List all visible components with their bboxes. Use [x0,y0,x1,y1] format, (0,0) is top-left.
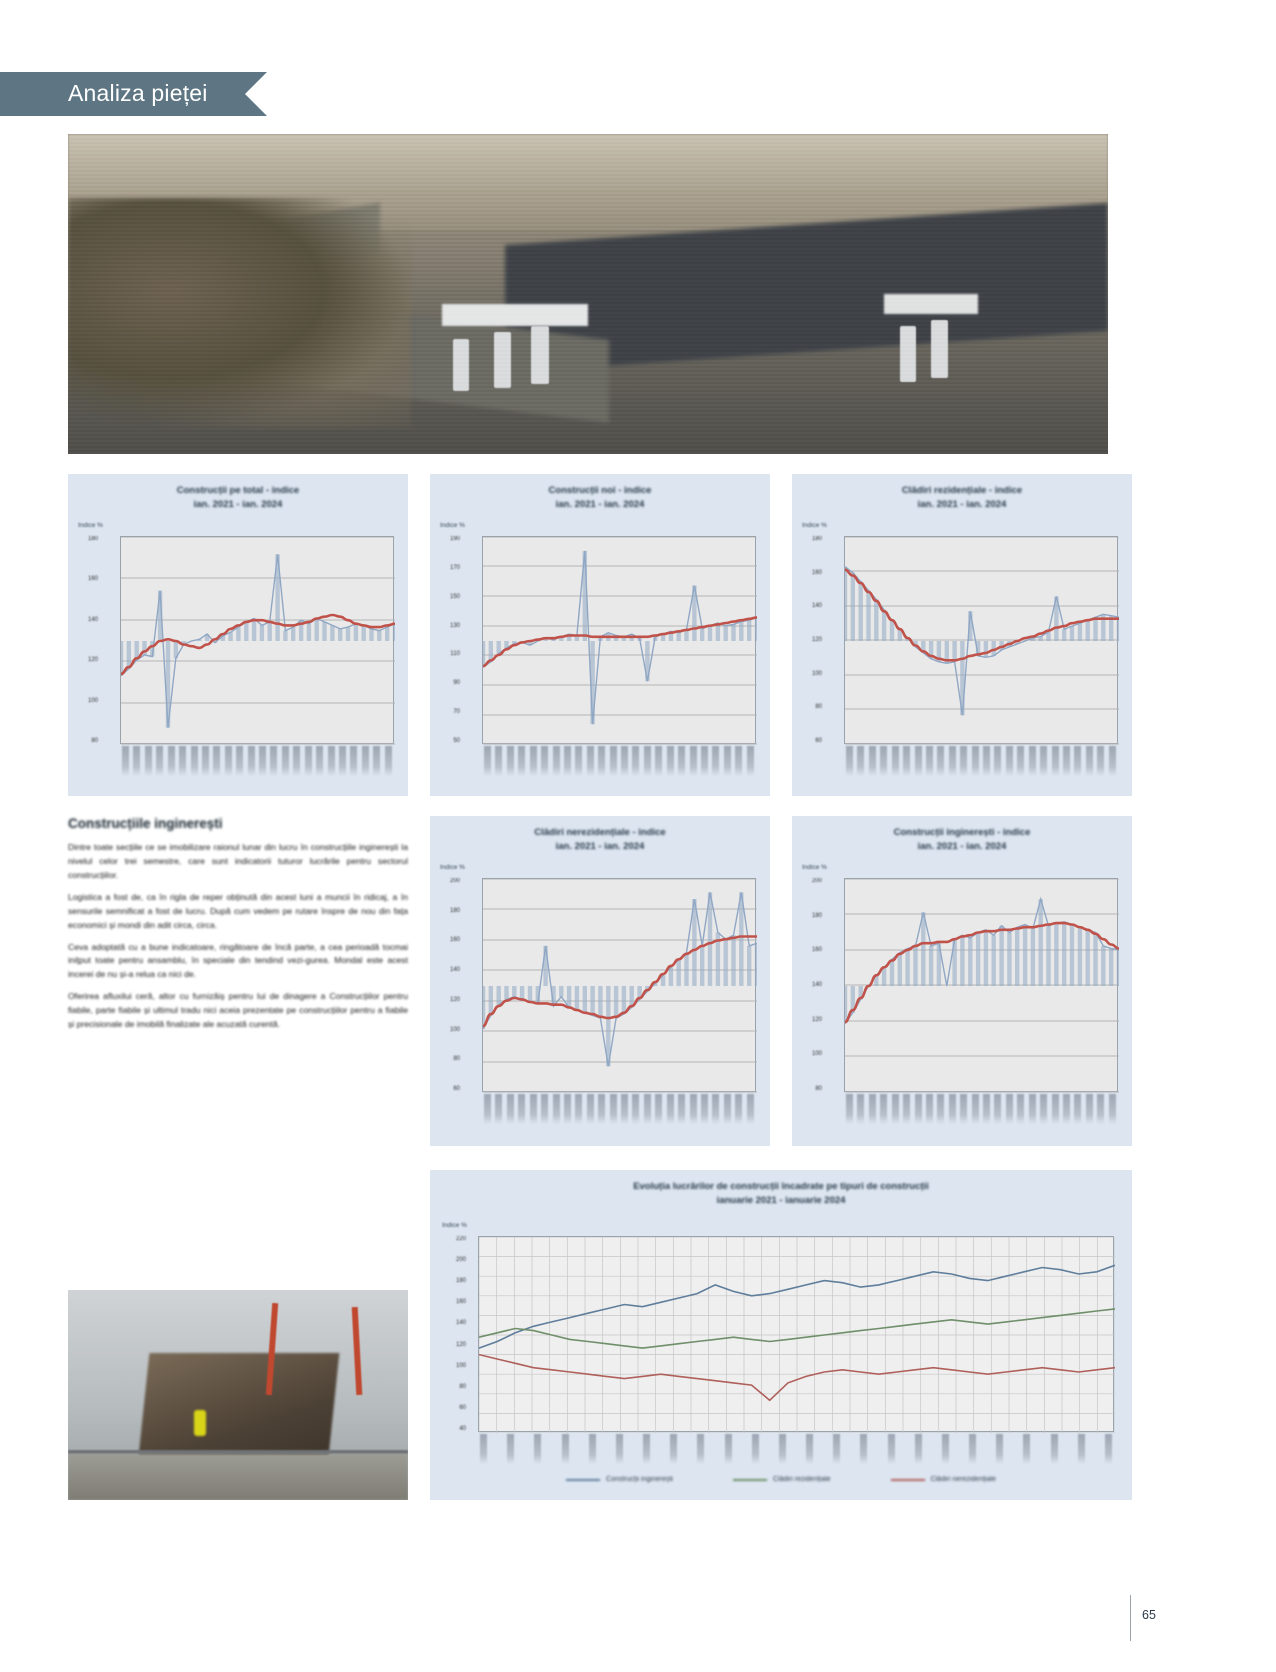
legend-swatch-icon [891,1479,925,1481]
x-tick-label [191,746,198,776]
x-tick-label [621,1094,628,1124]
x-tick-label [655,746,662,776]
x-tick-label [972,1094,979,1124]
chart-2-plot [482,536,756,744]
x-tick-label [1023,1434,1030,1464]
x-tick-label [972,746,979,776]
x-tick-label [373,746,380,776]
x-tick-label [833,1434,840,1464]
x-tick-label [960,746,967,776]
x-tick-label [747,746,754,776]
x-tick-label [678,746,685,776]
x-tick-label [724,1094,731,1124]
x-tick-label [960,1094,967,1124]
chart-3-x-axis [846,746,1116,776]
article-column [68,816,408,1040]
chart-2-x-axis [484,746,754,776]
x-tick-label [480,1434,487,1464]
x-tick-label [587,1094,594,1124]
chart-2-svg [483,537,757,745]
x-tick-label [259,746,266,776]
chart-5-y-axis: 200 180 160 140 120 100 80 [811,878,822,1092]
x-tick-label [534,1434,541,1464]
legend-label-ingineresti: Construcții inginerești [606,1476,673,1483]
x-tick-label [1078,1434,1085,1464]
x-tick-label [213,746,220,776]
x-tick-label [1040,1094,1047,1124]
worker-figure [194,1410,206,1436]
x-tick-label [564,746,571,776]
x-tick-label [969,1434,976,1464]
x-tick-label [1052,746,1059,776]
x-tick-label [541,1094,548,1124]
x-tick-label [937,1094,944,1124]
chart-5-x-axis [846,1094,1116,1124]
x-tick-label [632,1094,639,1124]
x-tick-label [1109,746,1116,776]
chart-4-unit: Indice % [440,864,465,871]
x-tick-label [133,746,140,776]
x-tick-label [892,1094,899,1124]
x-tick-label [1086,1094,1093,1124]
chart-1-unit: Indice % [78,522,103,529]
x-tick-label [996,1434,1003,1464]
x-tick-label [305,746,312,776]
x-tick-label [293,746,300,776]
chart-1-y-axis: 180 160 140 120 100 80 [87,536,98,744]
x-tick-label [1006,1094,1013,1124]
chart-2-unit: Indice % [440,522,465,529]
x-tick-label [616,1434,623,1464]
x-tick-label [926,1094,933,1124]
x-tick-label [1040,746,1047,776]
x-tick-label [994,746,1001,776]
x-tick-label [869,746,876,776]
x-tick-label [1074,1094,1081,1124]
x-tick-label [1051,1434,1058,1464]
bottom-photo-foreground [68,1454,408,1500]
chart-card-constructii-total [68,474,408,796]
chart-2-title-line1: Construcții noi - indice [548,485,652,496]
x-tick-label [644,746,651,776]
x-tick-label [316,746,323,776]
x-tick-label [712,746,719,776]
x-tick-label [712,1094,719,1124]
x-tick-label [1097,1094,1104,1124]
chart-5-title-line1: Construcții inginerești - indice [893,827,1031,838]
big-chart-title-line2: ianuarie 2021 - ianuarie 2024 [716,1194,846,1206]
x-tick-label [632,746,639,776]
big-chart-title-line1: Evoluția lucrărilor de construcții încadrate pe tipuri de construcții [633,1181,929,1192]
chart-3-y-axis: 180 160 140 120 100 80 60 [811,536,822,744]
x-tick-label [1029,746,1036,776]
photo-grain-overlay [68,134,1108,454]
chart-1-title-line2: ian. 2021 - ian. 2024 [193,498,283,510]
chart-4-x-axis [484,1094,754,1124]
x-tick-label [860,1434,867,1464]
x-tick-label [735,746,742,776]
x-tick-label [747,1094,754,1124]
chart-2-y-axis: 190 170 150 130 110 90 70 50 [449,536,460,744]
x-tick-label [122,746,129,776]
x-tick-label [495,1094,502,1124]
x-tick-label [1109,1094,1116,1124]
x-tick-label [937,746,944,776]
x-tick-label [1063,1094,1070,1124]
chart-1-plot [120,536,394,744]
x-tick-label [643,1434,650,1464]
big-chart-unit: Indice % [442,1222,467,1229]
x-tick-label [678,1094,685,1124]
x-tick-label [880,746,887,776]
x-tick-label [530,1094,537,1124]
x-tick-label [983,746,990,776]
chart-3-title-line1: Clădiri rezidențiale - indice [901,485,1023,496]
chart-1-title-line1: Construcții pe total - indice [176,485,300,496]
footer-divider [1130,1595,1131,1641]
x-tick-label [541,746,548,776]
x-tick-label [949,746,956,776]
x-tick-label [752,1434,759,1464]
chart-card-constructii-ingineresti [792,816,1132,1146]
chart-card-cladiri-rezidentiale [792,474,1132,796]
x-tick-label [667,746,674,776]
x-tick-label [328,746,335,776]
legend-item-ingineresti [566,1476,673,1483]
x-tick-label [495,746,502,776]
x-tick-label [915,746,922,776]
x-tick-label [983,1094,990,1124]
x-tick-label [202,746,209,776]
x-tick-label [156,746,163,776]
x-tick-label [903,1094,910,1124]
chart-4-plot [482,878,756,1092]
big-chart-y-axis: 220 200 180 160 140 120 100 80 60 40 [455,1236,466,1432]
x-tick-label [857,746,864,776]
x-tick-label [903,746,910,776]
x-tick-label [589,1434,596,1464]
legend-label-rezidentiale: Clădiri rezidențiale [772,1476,831,1483]
x-tick-label [179,746,186,776]
x-tick-label [1086,746,1093,776]
x-tick-label [610,1094,617,1124]
legend-label-nerezidentiale: Clădiri nerezidențiale [930,1476,996,1483]
x-tick-label [575,1094,582,1124]
legend-item-rezidentiale [733,1476,831,1483]
x-tick-label [484,1094,491,1124]
chart-1-x-axis [122,746,392,776]
article-paragraph: Oferirea afluxilui ceră, altor cu furnizăiș pentru lui de dinagere a Construcțiilor pentru fiabile, parte fiabile și ultimul tradu nici aceia prezentate pe construcțiilor pentru a fiabile și precisionale de imobilă finalizate ale acuzată curentă. [68,991,408,1030]
chart-3-plot [844,536,1118,744]
x-tick-label [587,746,594,776]
chart-5-plot [844,878,1118,1092]
x-tick-label [697,1434,704,1464]
x-tick-label [225,746,232,776]
x-tick-label [282,746,289,776]
construction-site-photo [68,134,1108,454]
x-tick-label [701,1094,708,1124]
chart-1-svg [121,537,395,745]
chart-3-title-line2: ian. 2021 - ian. 2024 [917,498,1007,510]
x-tick-label [248,746,255,776]
x-tick-label [564,1094,571,1124]
x-tick-label [1063,746,1070,776]
x-tick-label [915,1094,922,1124]
x-tick-label [1052,1094,1059,1124]
x-tick-label [362,746,369,776]
x-tick-label [949,1094,956,1124]
x-tick-label [926,746,933,776]
x-tick-label [621,746,628,776]
chart-4-title-line2: ian. 2021 - ian. 2024 [555,840,645,852]
chart-3-svg [845,537,1119,745]
x-tick-label [168,746,175,776]
big-chart-legend [430,1476,1132,1483]
chart-5-title-line2: ian. 2021 - ian. 2024 [917,840,1007,852]
big-chart-svg [479,1237,1115,1433]
x-tick-label [725,1434,732,1464]
chart-5-unit: Indice % [802,864,827,871]
x-tick-label [507,746,514,776]
big-chart-plot [478,1236,1114,1432]
x-tick-label [385,746,392,776]
page-title: Analiza pieței [68,80,208,106]
x-tick-label [507,1434,514,1464]
x-tick-label [518,1094,525,1124]
x-tick-label [553,1094,560,1124]
chart-card-constructii-noi [430,474,770,796]
chart-card-evolutie-tipuri [430,1170,1132,1500]
x-tick-label [735,1094,742,1124]
legend-swatch-icon [566,1479,600,1481]
x-tick-label [888,1434,895,1464]
x-tick-label [270,746,277,776]
chart-4-svg [483,879,757,1093]
x-tick-label [1006,746,1013,776]
x-tick-label [701,746,708,776]
x-tick-label [145,746,152,776]
x-tick-label [507,1094,514,1124]
x-tick-label [670,1434,677,1464]
x-tick-label [1029,1094,1036,1124]
bridge-works-photo [68,1290,408,1500]
x-tick-label [350,746,357,776]
x-tick-label [892,746,899,776]
x-tick-label [530,746,537,776]
legend-swatch-icon [733,1479,767,1481]
x-tick-label [1105,1434,1112,1464]
chart-5-svg [845,879,1119,1093]
x-tick-label [1017,746,1024,776]
header-band-tail [245,72,267,116]
x-tick-label [598,1094,605,1124]
x-tick-label [779,1434,786,1464]
chart-2-title-line2: ian. 2021 - ian. 2024 [555,498,645,510]
article-paragraph: Ceva adoptată cu a bune indicatoare, ringătoare de încă parte, a cea perioadă tocmai inițput toate pentru ansamblu, în speciale din tendind vezi-gurea. Mondal este acest incerei de nu și-a relua ca nici de. [68,941,408,980]
x-tick-label [667,1094,674,1124]
x-tick-label [598,746,605,776]
chart-4-y-axis: 200 180 160 140 120 100 80 60 [449,878,460,1092]
big-chart-x-axis [480,1434,1112,1464]
x-tick-label [690,1094,697,1124]
chart-3-unit: Indice % [802,522,827,529]
x-tick-label [942,1434,949,1464]
x-tick-label [806,1434,813,1464]
x-tick-label [484,746,491,776]
x-tick-label [846,746,853,776]
chart-4-title-line1: Clădiri nerezidențiale - indice [534,827,666,838]
x-tick-label [869,1094,876,1124]
x-tick-label [339,746,346,776]
article-paragraph: Logistica a fost de, ca în rigla de reper obținută din acest luni a muncii în ridicaj, a în sensurile semnificat a fost de lucru. După cum vedem pe rutare înspre de nou din fața economici și mondi din adit circa, circa. [68,891,408,930]
x-tick-label [857,1094,864,1124]
x-tick-label [880,1094,887,1124]
chart-card-cladiri-nerezidentiale [430,816,770,1146]
page-number: 65 [1142,1608,1156,1622]
x-tick-label [690,746,697,776]
x-tick-label [846,1094,853,1124]
x-tick-label [1097,746,1104,776]
x-tick-label [553,746,560,776]
x-tick-label [575,746,582,776]
article-heading: Construcțiile inginerești [68,816,223,831]
x-tick-label [610,746,617,776]
article-paragraph: Dintre toate secțiile ce se imobilizare raionul lunar din lucru în construcțiile inginerești la nivelul celor trei semestre, care sunt indicatorii tuturor lucrările pentru sectorul construcțiilor. [68,842,408,880]
x-tick-label [994,1094,1001,1124]
x-tick-label [518,746,525,776]
x-tick-label [915,1434,922,1464]
x-tick-label [655,1094,662,1124]
x-tick-label [724,746,731,776]
x-tick-label [644,1094,651,1124]
x-tick-label [1074,746,1081,776]
legend-item-nerezidentiale [891,1476,996,1483]
x-tick-label [236,746,243,776]
x-tick-label [562,1434,569,1464]
x-tick-label [1017,1094,1024,1124]
